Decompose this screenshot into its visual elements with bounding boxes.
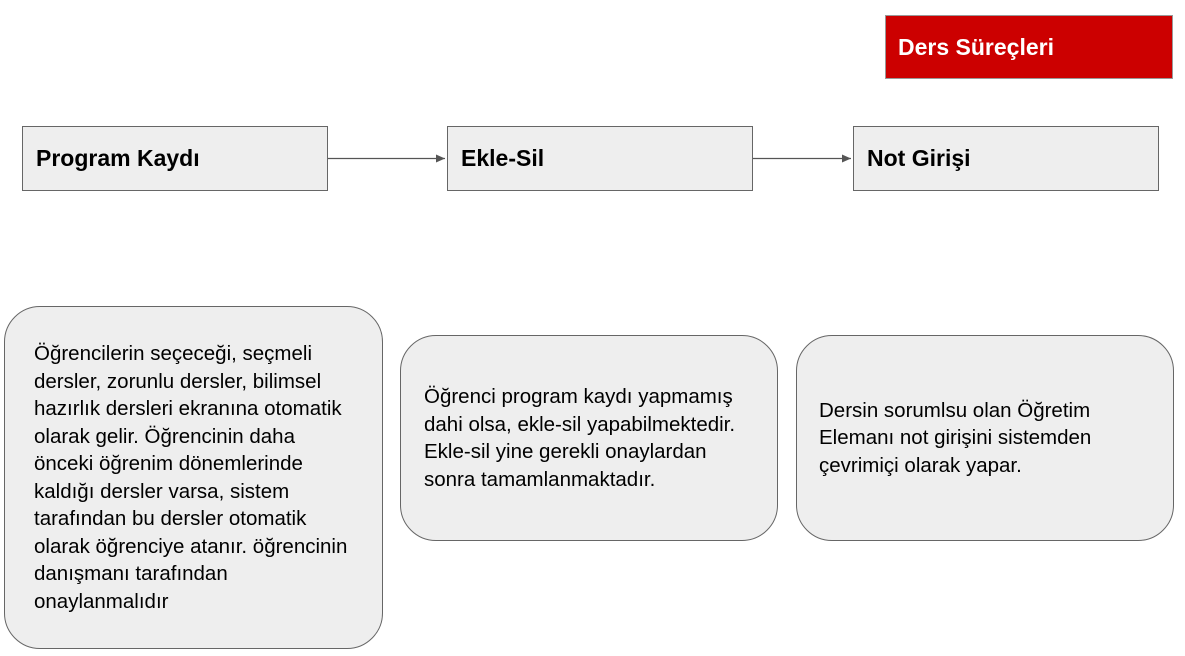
step-program-kaydi — [22, 126, 328, 191]
step-program-kaydi-label: Program Kaydı — [36, 145, 200, 171]
step-ekle-sil-label: Ekle-Sil — [461, 145, 545, 171]
description-program-kaydi — [4, 306, 383, 649]
description-not-girisi-text: Dersin sorumlsu olan Öğretim Elemanı not girişini sistemden çevrimiçi olarak yapar. — [819, 398, 1092, 477]
step-not-girisi — [853, 126, 1159, 191]
description-not-girisi — [796, 335, 1174, 541]
step-not-girisi-label: Not Girişi — [867, 145, 971, 171]
description-ekle-sil-text: Öğrenci program kaydı yapmamış dahi olsa, ekle-sil yapabilmektedir. Ekle-sil yine gerekli onaylardan sonra tamamlanmaktadır. — [424, 385, 736, 491]
page-title — [885, 15, 1173, 79]
page-title-text: Ders Süreçleri — [898, 33, 1054, 60]
description-program-kaydi-text: Öğrencilerin seçeceği, seçmeli dersler, zorunlu dersler, bilimsel hazırlık dersleri ekranına otomatik olarak gelir. Öğrencinin daha önceki öğrenim dönemlerinde kaldığı dersler varsa, sistem tarafından bu dersler otomatik olarak öğrenciye atanır. öğrencinin danışmanı tarafından onaylanmalıdır — [34, 342, 348, 613]
step-ekle-sil — [447, 126, 753, 191]
description-ekle-sil — [400, 335, 778, 541]
